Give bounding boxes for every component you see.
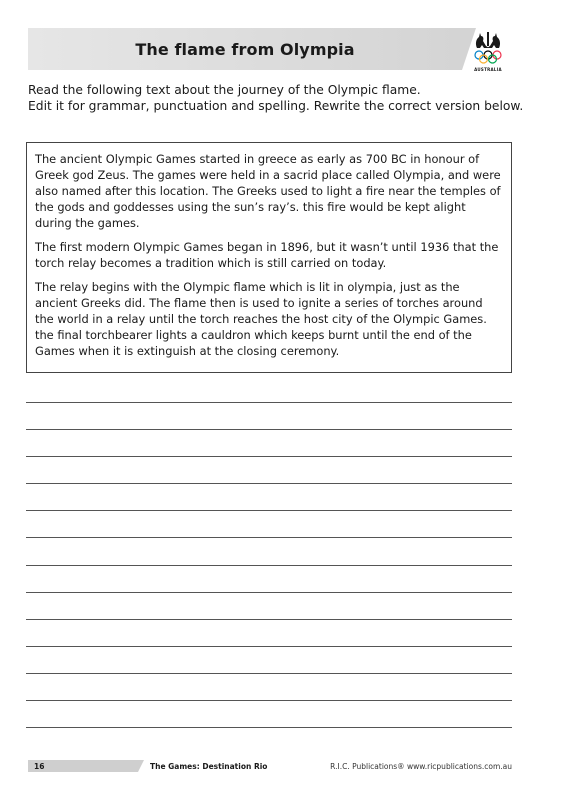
logo-label: AUSTRALIA — [474, 67, 502, 72]
page-number-bar — [28, 760, 138, 772]
writing-line[interactable] — [26, 646, 512, 647]
title-bar — [28, 28, 462, 70]
book-title: The Games: Destination Rio — [150, 761, 268, 771]
passage-paragraph-3: The relay begins with the Olympic flame which is lit in olympia, just as the ancient Greeks did. The flame then is used to ignite a series of torches around the world in a relay until the torch reaches the host city of the Olympic Games. the final torchbearer lights a cauldron which keeps burnt until the end of the Games when it is extinguish at the closing ceremony. — [35, 280, 487, 358]
instruction-line-1: Read the following text about the journey of the Olympic flame. — [28, 83, 421, 97]
writing-line[interactable] — [26, 619, 512, 620]
writing-lines — [26, 402, 512, 754]
page-title: The flame from Olympia — [135, 39, 355, 59]
writing-line[interactable] — [26, 565, 512, 566]
writing-line[interactable] — [26, 727, 512, 728]
instructions — [28, 82, 538, 114]
kangaroo-olympic-rings-icon — [471, 28, 505, 66]
aoc-logo — [470, 28, 506, 76]
passage-box — [26, 142, 512, 373]
writing-line[interactable] — [26, 537, 512, 538]
publisher-credit: R.I.C. Publications® www.ricpublications.com.au — [330, 761, 512, 771]
writing-line[interactable] — [26, 592, 512, 593]
writing-line[interactable] — [26, 429, 512, 430]
writing-line[interactable] — [26, 700, 512, 701]
passage-paragraph-2: The first modern Olympic Games began in 1896, but it wasn’t until 1936 that the torch relay becomes a tradition which is still carried on today. — [35, 240, 499, 270]
writing-line[interactable] — [26, 510, 512, 511]
writing-line[interactable] — [26, 673, 512, 674]
page-number: 16 — [34, 761, 45, 771]
writing-line[interactable] — [26, 483, 512, 484]
writing-line[interactable] — [26, 456, 512, 457]
footer — [28, 760, 512, 772]
passage-paragraph-1: The ancient Olympic Games started in greece as early as 700 BC in honour of Greek god Zeus. The games were held in a sacrid place called Olympia, and were also named after this location. The Greeks used to light a fire near the temples of the gods and goddesses using the sun’s ray’s. this fire would be kept alight during the games. — [35, 152, 501, 230]
writing-line[interactable] — [26, 402, 512, 403]
instruction-line-2: Edit it for grammar, punctuation and spelling. Rewrite the correct version below. — [28, 99, 524, 113]
